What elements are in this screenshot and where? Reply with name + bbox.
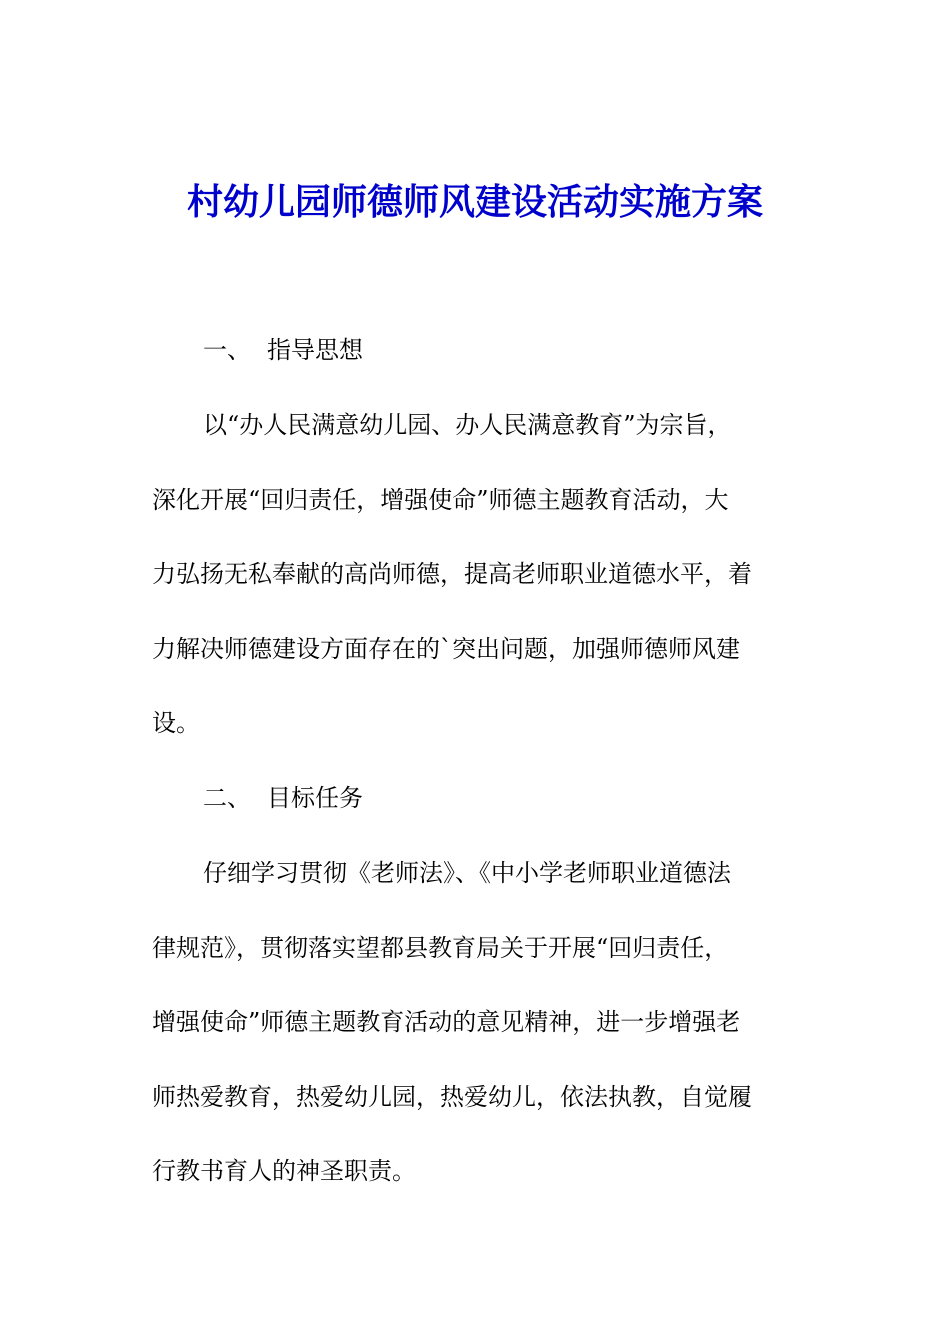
section-number: 一、 [203,336,251,364]
paragraph-line: 仔细学习贯彻《老师法》、《中小学老师职业道德法 [203,859,731,887]
paragraph-line: 深化开展“回归责任，增强使命”师德主题教育活动，大 [152,485,729,514]
paragraph-line: 增强使命”师德主题教育活动的意见精神，进一步增强老 [152,1008,741,1036]
paragraph-line: 设。 [152,709,200,737]
section-paragraph-2 [152,836,792,1209]
document-title: 村幼儿园师德师风建设活动实施方案 [186,181,763,223]
paragraph-line: 律规范》，贯彻落实望都县教育局关于开展“回归责任， [152,933,729,962]
paragraph-line: 以“办人民满意幼儿园、办人民满意教育”为宗旨， [203,411,732,439]
section-heading-text: 指导思想 [267,336,363,364]
section-paragraph-1 [152,388,792,761]
paragraph-line: 行教书育人的神圣职责。 [152,1157,416,1185]
paragraph-line: 力解决师德建设方面存在的`突出问题，加强师德师风建 [152,634,740,663]
section-heading-text: 目标任务 [267,784,363,812]
section-heading-1 [203,330,363,370]
paragraph-line: 师热爱教育，热爱幼儿园，热爱幼儿，依法执教，自觉履 [152,1082,752,1111]
paragraph-line: 力弘扬无私奉献的高尚师德，提高老师职业道德水平，着 [152,560,752,588]
section-heading-2 [203,778,363,818]
section-number: 二、 [203,784,251,812]
